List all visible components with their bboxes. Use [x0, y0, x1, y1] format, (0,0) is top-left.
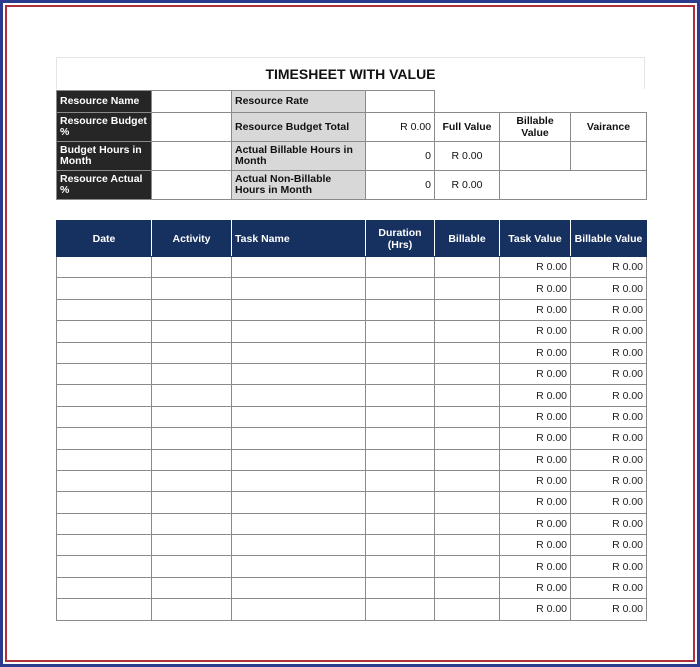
billable-value-cell: R 0.00: [571, 449, 647, 470]
col-header-task-value: Task Value: [500, 221, 571, 257]
task-value-cell: R 0.00: [500, 363, 571, 384]
date-cell[interactable]: [57, 492, 152, 513]
date-cell[interactable]: [57, 363, 152, 384]
duration-cell[interactable]: [366, 321, 435, 342]
date-cell[interactable]: [57, 577, 152, 598]
billable-cell[interactable]: [435, 428, 500, 449]
date-cell[interactable]: [57, 385, 152, 406]
billable-value-cell: R 0.00: [571, 406, 647, 427]
duration-cell[interactable]: [366, 385, 435, 406]
table-row: [57, 513, 647, 534]
actual-billable-hours-value: 0: [366, 142, 435, 171]
log-header-row: [57, 221, 647, 257]
billable-value-cell: R 0.00: [571, 278, 647, 299]
billable-value-cell: R 0.00: [571, 492, 647, 513]
billable-value-cell: R 0.00: [571, 428, 647, 449]
date-cell[interactable]: [57, 599, 152, 620]
activity-cell[interactable]: [152, 257, 232, 278]
date-cell[interactable]: [57, 556, 152, 577]
billable-cell[interactable]: [435, 535, 500, 556]
duration-cell[interactable]: [366, 278, 435, 299]
timesheet-log-table: [56, 220, 647, 621]
task-value-cell: R 0.00: [500, 513, 571, 534]
billable-cell[interactable]: [435, 492, 500, 513]
task-value-cell: R 0.00: [500, 535, 571, 556]
task-value-cell: R 0.00: [500, 428, 571, 449]
billable-cell[interactable]: [435, 513, 500, 534]
task-value-cell: R 0.00: [500, 257, 571, 278]
task-name-cell[interactable]: [232, 556, 366, 577]
actual-billable-hours-label: Actual Billable Hours in Month: [232, 142, 366, 171]
billable-cell[interactable]: [435, 257, 500, 278]
task-name-cell[interactable]: [232, 257, 366, 278]
full-value-header: Full Value: [435, 113, 500, 142]
task-value-cell: R 0.00: [500, 599, 571, 620]
duration-cell[interactable]: [366, 299, 435, 320]
table-row: [57, 363, 647, 384]
actual-billable-full-value: R 0.00: [435, 142, 500, 171]
resource-actual-pct-label: Resource Actual %: [57, 171, 152, 200]
billable-value-cell: R 0.00: [571, 257, 647, 278]
table-row: [57, 406, 647, 427]
log-body: [57, 257, 647, 621]
task-name-cell[interactable]: [232, 513, 366, 534]
activity-cell[interactable]: [152, 299, 232, 320]
summary-row-budget: [57, 113, 647, 142]
billable-cell[interactable]: [435, 363, 500, 384]
resource-rate-label: Resource Rate: [232, 91, 366, 113]
actual-nonbillable-hours-value: 0: [366, 171, 435, 200]
date-cell[interactable]: [57, 342, 152, 363]
resource-name-label: Resource Name: [57, 91, 152, 113]
actual-billable-billable-value: [500, 142, 571, 171]
table-row: [57, 299, 647, 320]
table-row: [57, 342, 647, 363]
billable-value-cell: R 0.00: [571, 556, 647, 577]
task-name-cell[interactable]: [232, 470, 366, 491]
resource-budget-pct-label: Resource Budget %: [57, 113, 152, 142]
task-value-cell: R 0.00: [500, 470, 571, 491]
summary-row-billable: [57, 142, 647, 171]
task-value-cell: R 0.00: [500, 556, 571, 577]
billable-value-header: Billable Value: [500, 113, 571, 142]
task-value-cell: R 0.00: [500, 406, 571, 427]
billable-value-cell: R 0.00: [571, 599, 647, 620]
billable-cell[interactable]: [435, 470, 500, 491]
billable-cell[interactable]: [435, 449, 500, 470]
activity-cell[interactable]: [152, 577, 232, 598]
billable-cell[interactable]: [435, 556, 500, 577]
task-name-cell[interactable]: [232, 363, 366, 384]
table-row: [57, 492, 647, 513]
resource-actual-pct-input[interactable]: [152, 171, 232, 200]
table-row: [57, 449, 647, 470]
task-name-cell[interactable]: [232, 599, 366, 620]
duration-cell[interactable]: [366, 599, 435, 620]
billable-cell[interactable]: [435, 406, 500, 427]
activity-cell[interactable]: [152, 385, 232, 406]
billable-value-cell: R 0.00: [571, 299, 647, 320]
date-cell[interactable]: [57, 257, 152, 278]
task-name-cell[interactable]: [232, 278, 366, 299]
date-cell[interactable]: [57, 406, 152, 427]
duration-cell[interactable]: [366, 556, 435, 577]
col-header-billable-value: Billable Value: [571, 221, 647, 257]
billable-value-cell: R 0.00: [571, 321, 647, 342]
task-name-cell[interactable]: [232, 449, 366, 470]
col-header-task-name: Task Name: [232, 221, 366, 257]
activity-cell[interactable]: [152, 342, 232, 363]
billable-value-cell: R 0.00: [571, 470, 647, 491]
table-row: [57, 385, 647, 406]
billable-value-cell: R 0.00: [571, 342, 647, 363]
billable-value-cell: R 0.00: [571, 363, 647, 384]
duration-cell[interactable]: [366, 406, 435, 427]
activity-cell[interactable]: [152, 363, 232, 384]
billable-value-cell: R 0.00: [571, 513, 647, 534]
budget-hours-label: Budget Hours in Month: [57, 142, 152, 171]
spacer-cell: [435, 91, 500, 113]
billable-cell[interactable]: [435, 342, 500, 363]
col-header-date: Date: [57, 221, 152, 257]
billable-cell[interactable]: [435, 321, 500, 342]
billable-cell[interactable]: [435, 385, 500, 406]
task-value-cell: R 0.00: [500, 385, 571, 406]
actual-nonbillable-merged-cell: [500, 171, 647, 200]
billable-value-cell: R 0.00: [571, 535, 647, 556]
task-name-cell[interactable]: [232, 428, 366, 449]
spacer-cell: [500, 91, 571, 113]
task-value-cell: R 0.00: [500, 342, 571, 363]
activity-cell[interactable]: [152, 278, 232, 299]
activity-cell[interactable]: [152, 599, 232, 620]
task-name-cell[interactable]: [232, 342, 366, 363]
date-cell[interactable]: [57, 299, 152, 320]
spacer-cell: [571, 91, 647, 113]
col-header-activity: Activity: [152, 221, 232, 257]
billable-cell[interactable]: [435, 299, 500, 320]
activity-cell[interactable]: [152, 470, 232, 491]
task-name-cell[interactable]: [232, 535, 366, 556]
table-row: [57, 470, 647, 491]
date-cell[interactable]: [57, 449, 152, 470]
activity-cell[interactable]: [152, 492, 232, 513]
variance-header: Vairance: [571, 113, 647, 142]
table-row: [57, 278, 647, 299]
task-value-cell: R 0.00: [500, 492, 571, 513]
activity-cell[interactable]: [152, 556, 232, 577]
date-cell[interactable]: [57, 428, 152, 449]
task-value-cell: R 0.00: [500, 278, 571, 299]
col-header-duration: Duration (Hrs): [366, 221, 435, 257]
resource-rate-input[interactable]: [366, 91, 435, 113]
col-header-billable: Billable: [435, 221, 500, 257]
activity-cell[interactable]: [152, 428, 232, 449]
resource-budget-total-value: R 0.00: [366, 113, 435, 142]
duration-cell[interactable]: [366, 342, 435, 363]
activity-cell[interactable]: [152, 449, 232, 470]
date-cell[interactable]: [57, 470, 152, 491]
duration-cell[interactable]: [366, 470, 435, 491]
task-name-cell[interactable]: [232, 321, 366, 342]
budget-hours-input[interactable]: [152, 142, 232, 171]
task-name-cell[interactable]: [232, 492, 366, 513]
billable-value-cell: R 0.00: [571, 577, 647, 598]
actual-nonbillable-hours-label: Actual Non-Billable Hours in Month: [232, 171, 366, 200]
duration-cell[interactable]: [366, 449, 435, 470]
duration-cell[interactable]: [366, 492, 435, 513]
activity-cell[interactable]: [152, 513, 232, 534]
table-row: [57, 257, 647, 278]
resource-name-input[interactable]: [152, 91, 232, 113]
duration-cell[interactable]: [366, 257, 435, 278]
sheet-title: TIMESHEET WITH VALUE: [56, 57, 645, 89]
activity-cell[interactable]: [152, 406, 232, 427]
activity-cell[interactable]: [152, 321, 232, 342]
billable-cell[interactable]: [435, 599, 500, 620]
activity-cell[interactable]: [152, 535, 232, 556]
task-value-cell: R 0.00: [500, 577, 571, 598]
summary-row-nonbillable: [57, 171, 647, 200]
date-cell[interactable]: [57, 535, 152, 556]
task-value-cell: R 0.00: [500, 321, 571, 342]
summary-table: [56, 90, 647, 200]
duration-cell[interactable]: [366, 363, 435, 384]
table-row: [57, 428, 647, 449]
task-name-cell[interactable]: [232, 406, 366, 427]
date-cell[interactable]: [57, 278, 152, 299]
duration-cell[interactable]: [366, 428, 435, 449]
resource-budget-total-label: Resource Budget Total: [232, 113, 366, 142]
table-row: [57, 535, 647, 556]
table-row: [57, 577, 647, 598]
resource-budget-pct-input[interactable]: [152, 113, 232, 142]
summary-row-name: [57, 91, 647, 113]
task-name-cell[interactable]: [232, 577, 366, 598]
duration-cell[interactable]: [366, 577, 435, 598]
actual-nonbillable-full-value: R 0.00: [435, 171, 500, 200]
task-value-cell: R 0.00: [500, 299, 571, 320]
date-cell[interactable]: [57, 321, 152, 342]
task-name-cell[interactable]: [232, 385, 366, 406]
task-name-cell[interactable]: [232, 299, 366, 320]
billable-cell[interactable]: [435, 278, 500, 299]
actual-billable-variance: [571, 142, 647, 171]
billable-value-cell: R 0.00: [571, 385, 647, 406]
date-cell[interactable]: [57, 513, 152, 534]
billable-cell[interactable]: [435, 577, 500, 598]
table-row: [57, 599, 647, 620]
table-row: [57, 556, 647, 577]
duration-cell[interactable]: [366, 535, 435, 556]
task-value-cell: R 0.00: [500, 449, 571, 470]
table-row: [57, 321, 647, 342]
duration-cell[interactable]: [366, 513, 435, 534]
